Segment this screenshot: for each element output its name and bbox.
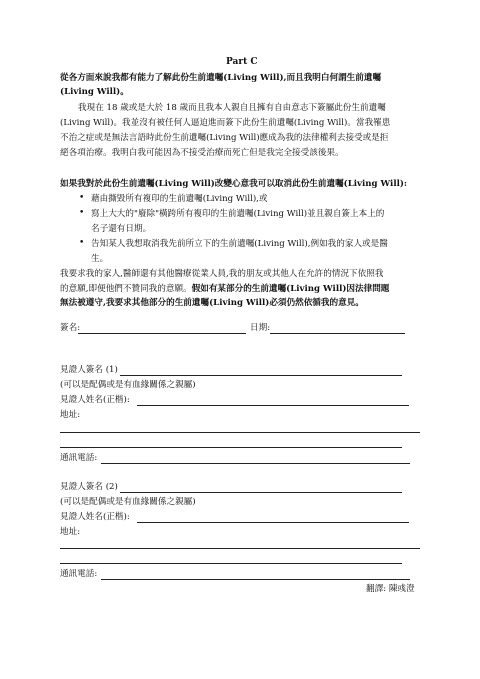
sign-label: 簽名: [60, 323, 81, 333]
witness1-phone-label: 通訊電話: [60, 453, 98, 463]
section2-para-line1: 我要求我的家人,醫師還有其他醫療從業人員,我的朋友或其他人在允許的情況下依照我 [60, 269, 384, 279]
section2-para-line2-normal: 的意願,即便他們不贊同我的意願。 [60, 284, 192, 294]
bullet-3-line1: 告知某人我想取消我先前所立下的生前遺囑(Living Will),例如我的家人或是醫 [91, 239, 388, 249]
witness2-phone-field[interactable] [101, 579, 410, 580]
bullet-dot: • [79, 208, 85, 218]
witness1-name-label: 見證人姓名(正楷): [60, 395, 130, 405]
section2-para-line2-bold: 假如有某部分的生前遺囑(Living Will)因法律問題 [191, 284, 390, 294]
part-title: Part C [226, 57, 258, 67]
witness1-address-field-line1[interactable] [60, 432, 420, 433]
section2-heading: 如果我對於此份生前遺囑(Living Will)改變心意我可以取消此份生前遺囑(Living Will): [60, 179, 408, 189]
witness2-address-label: 地址: [60, 527, 81, 537]
bullet-dot: • [79, 193, 85, 203]
witness1-sign-label: 見證人簽名 (1) [60, 365, 118, 375]
section1-heading-line1: 從各方面來說我都有能力了解此份生前遺囑(Living Will),而且我明白何謂生前遺囑 [60, 73, 382, 83]
witness1-signature-field[interactable] [120, 375, 402, 376]
bullet-2-line2: 名子還有日期。 [91, 224, 152, 234]
witness2-sign-label: 見證人簽名 (2) [60, 482, 118, 492]
witness2-signature-field[interactable] [120, 492, 402, 493]
translator-credit: 翻譯: 陳彧澄 [366, 584, 415, 594]
section1-para-line3: 不治之症或是無法言語時此份生前遺囑(Living Will)應成為我的法律權利去接受或是拒 [60, 133, 389, 143]
bullet-3-line2: 生。 [91, 254, 109, 264]
witness2-address-field-line2[interactable] [60, 563, 402, 564]
witness1-address-label: 地址: [60, 410, 81, 420]
section1-para-line4: 絕各項治療。我明白我可能因為不接受治療而死亡但是我完全接受該後果。 [60, 148, 344, 158]
witness2-note: (可以是配偶或是有血緣關係之親屬) [60, 497, 196, 507]
section1-para-line2: (Living Will)。我並沒有被任何人逼迫進而簽下此份生前遺囑(Living Will)。當我罹患 [60, 118, 391, 128]
section2-para-line2 [60, 285, 389, 294]
witness1-address-field-line2[interactable] [60, 447, 402, 448]
witness1-phone-field[interactable] [101, 463, 410, 464]
bullet-dot: • [79, 238, 85, 248]
section1-heading-line2: (Living Will)。 [60, 87, 129, 97]
section2-para-line3-bold: 無法被遵守,我要求其他部分的生前遺囑(Living Will)必須仍然依循我的意見。 [60, 298, 364, 308]
section1-para-line1: 我現在 18 歲或是大於 18 歲而且我本人親自且擁有自由意志下簽屬此份生前遺囑 [78, 103, 386, 113]
witness2-name-label: 見證人姓名(正楷): [60, 512, 130, 522]
witness2-phone-label: 通訊電話: [60, 569, 98, 579]
witness1-note: (可以是配偶或是有血緣關係之親屬) [60, 380, 196, 390]
signature-field[interactable] [78, 333, 246, 334]
date-label: 日期: [250, 323, 271, 333]
bullet-2-line1: 寫上大大的"廢除"橫跨所有複印的生前遺囑(Living Will)並且親自簽上本上的 [91, 209, 385, 219]
witness2-address-field-line1[interactable] [60, 548, 420, 549]
witness2-name-field[interactable] [137, 522, 409, 523]
bullet-1-line1: 藉由撕毀所有複印的生前遺囑(Living Will),或 [91, 194, 268, 204]
date-field[interactable] [270, 333, 405, 334]
witness1-name-field[interactable] [137, 405, 409, 406]
